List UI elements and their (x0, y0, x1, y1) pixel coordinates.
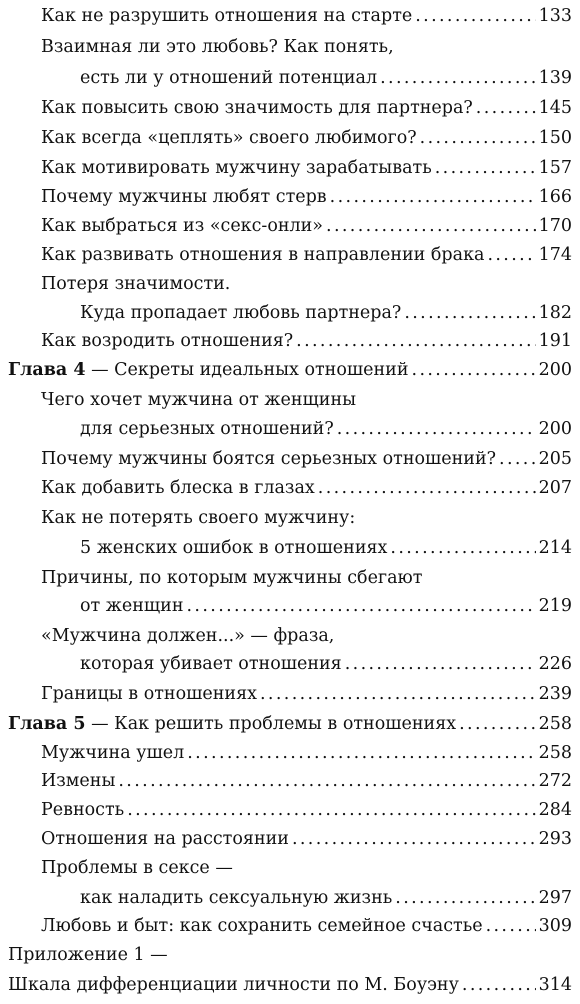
toc-page-number: 239 (538, 684, 572, 704)
toc-entry (41, 241, 572, 269)
toc-entry-continuation (80, 64, 572, 92)
toc-entry-title: Взаимная ли это любовь? Как понять, (41, 37, 394, 57)
toc-entry-title: Как возродить отношения? (41, 331, 294, 351)
toc-entry-title: Причины, по которым мужчины сбегают (41, 568, 423, 588)
toc-entry-title (8, 356, 409, 384)
toc-entry-title: Куда пропадает любовь партнера? (80, 303, 402, 323)
toc-entry-title: Чего хочет мужчина от женщины (41, 390, 357, 410)
toc-entry-title: есть ли у отношений потенциал (80, 68, 378, 88)
toc-entry-title: Шкала дифференциации личности по М. Боуэну (8, 975, 459, 995)
leader-dots (330, 183, 536, 211)
toc-page-number: 170 (538, 216, 572, 236)
toc-entry (41, 33, 572, 61)
leader-dots (118, 767, 535, 795)
toc-entry-continuation (80, 650, 572, 678)
chapter-label: Глава 5 (8, 714, 86, 734)
toc-entry (41, 564, 572, 592)
toc-entry (41, 796, 572, 824)
toc-entry-title: 5 женских ошибок в отношениях (80, 538, 388, 558)
toc-entry (41, 912, 572, 940)
toc-page-number: 174 (538, 245, 572, 265)
leader-dots (395, 884, 535, 912)
toc-page-number: 200 (538, 360, 572, 380)
leader-dots (380, 64, 535, 92)
leader-dots (187, 739, 535, 767)
toc-page-number: 284 (538, 800, 572, 820)
toc-entry-title: Как не потерять своего мужчину: (41, 508, 356, 528)
toc-entry (41, 767, 572, 795)
toc-page-number: 219 (538, 596, 572, 616)
chapter-title: — Как решить проблемы в отношениях (85, 714, 457, 734)
toc-page-number: 166 (538, 187, 572, 207)
toc-entry (41, 504, 572, 532)
toc-entry-title: Как повысить свою значимость для партнера? (41, 98, 473, 118)
toc-entry-title: Границы в отношениях (41, 684, 257, 704)
toc-entry (41, 2, 572, 30)
toc-entry-title: Проблемы в сексе — (41, 858, 233, 878)
toc-entry (41, 474, 572, 502)
leader-dots (187, 592, 536, 620)
toc-entry-title: Как выбраться из «секс-онли» (41, 216, 324, 236)
leader-dots (415, 2, 535, 30)
leader-dots (420, 124, 536, 152)
toc-chapter-entry (8, 710, 572, 738)
toc-entry (41, 327, 572, 355)
toc-entry-continuation (80, 884, 572, 912)
leader-dots (435, 154, 536, 182)
toc-entry-title: Мужчина ушел (41, 743, 185, 763)
leader-dots (292, 825, 536, 853)
toc-page-number: 145 (538, 98, 572, 118)
toc-page-number: 272 (538, 771, 572, 791)
toc-entry-title: Измены (41, 771, 116, 791)
toc-entry-title: Почему мужчины боятся серьезных отношений? (41, 449, 497, 469)
toc-page-number: 157 (538, 158, 572, 178)
toc-page-number: 214 (538, 538, 572, 558)
toc-entry-title: от женщин (80, 596, 184, 616)
toc-entry-title: для серьезных отношений? (80, 419, 334, 439)
toc-entry (41, 124, 572, 152)
toc-entry-title: Приложение 1 — (8, 945, 168, 965)
leader-dots (390, 534, 535, 562)
leader-dots (404, 299, 535, 327)
toc-page-number: 226 (538, 654, 572, 674)
toc-entry-title: Как развивать отношения в направлении брака (41, 245, 485, 265)
toc-chapter-entry (8, 356, 572, 384)
toc-entry (41, 212, 572, 240)
toc-entry (41, 386, 572, 414)
toc-entry-title (8, 710, 456, 738)
leader-dots (499, 445, 536, 473)
leader-dots (318, 474, 536, 502)
toc-page-number: 191 (538, 331, 572, 351)
leader-dots (462, 971, 536, 999)
leader-dots (412, 356, 536, 384)
toc-page-number: 258 (538, 714, 572, 734)
toc-entry (41, 622, 572, 650)
toc-entry-title: Любовь и быт: как сохранить семейное счастье (41, 916, 483, 936)
toc-page-number: 207 (538, 478, 572, 498)
toc-page-number: 139 (538, 68, 572, 88)
toc-entry (41, 183, 572, 211)
toc-entry-title: Как мотивировать мужчину зарабатывать (41, 158, 432, 178)
leader-dots (296, 327, 535, 355)
toc-entry (8, 971, 572, 999)
toc-page-number: 309 (538, 916, 572, 936)
toc-page-number: 200 (538, 419, 572, 439)
leader-dots (326, 212, 536, 240)
toc-entry (41, 94, 572, 122)
leader-dots (459, 710, 535, 738)
toc-entry (41, 854, 572, 882)
toc-entry (41, 680, 572, 708)
leader-dots (487, 241, 535, 269)
toc-entry-title: Потеря значимости. (41, 274, 231, 294)
leader-dots (260, 680, 536, 708)
toc-entry-title: Отношения на расстоянии (41, 829, 289, 849)
leader-dots (337, 415, 536, 443)
toc-entry-title: Как всегда «цеплять» своего любимого? (41, 128, 417, 148)
toc-entry-title: Как добавить блеска в глазах (41, 478, 315, 498)
leader-dots (476, 94, 536, 122)
toc-entry (41, 825, 572, 853)
chapter-label: Глава 4 (8, 360, 86, 380)
leader-dots (345, 650, 536, 678)
toc-entry-title: Ревность (41, 800, 125, 820)
toc-entry-continuation (80, 415, 572, 443)
leader-dots (486, 912, 536, 940)
toc-entry-title: которая убивает отношения (80, 654, 342, 674)
toc-entry (8, 941, 572, 969)
toc-entry-title: «Мужчина должен...» — фраза, (41, 626, 335, 646)
toc-entry (41, 445, 572, 473)
toc-entry-continuation (80, 534, 572, 562)
toc-entry-continuation (80, 299, 572, 327)
leader-dots (127, 796, 535, 824)
toc-page-number: 150 (538, 128, 572, 148)
toc-entry-continuation (80, 592, 572, 620)
toc-entry-title: Как не разрушить отношения на старте (41, 6, 413, 26)
toc-entry (41, 739, 572, 767)
toc-page-number: 293 (538, 829, 572, 849)
toc-entry-title: Почему мужчины любят стерв (41, 187, 327, 207)
toc-page-number: 297 (538, 888, 572, 908)
toc-entry (41, 154, 572, 182)
toc-page-number: 258 (538, 743, 572, 763)
toc-page-number: 133 (538, 6, 572, 26)
toc-page-number: 205 (538, 449, 572, 469)
chapter-title: — Секреты идеальных отношений (85, 360, 409, 380)
toc-entry (41, 270, 572, 298)
toc-page-number: 182 (538, 303, 572, 323)
toc-page-number: 314 (538, 975, 572, 995)
toc-entry-title: как наладить сексуальную жизнь (80, 888, 393, 908)
